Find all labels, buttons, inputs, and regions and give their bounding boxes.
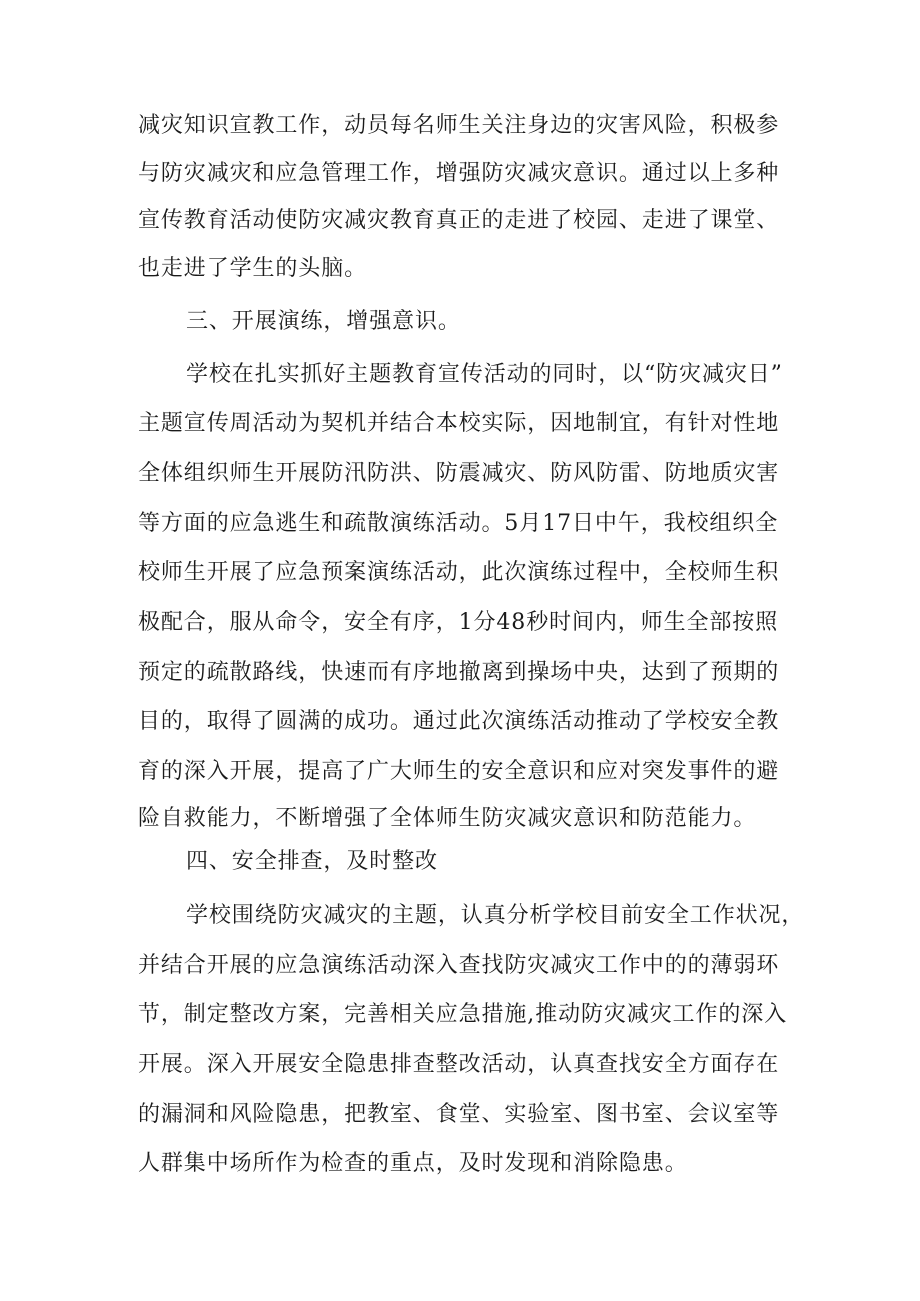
text-line: 目的，取得了圆满的成功。通过此次演练活动推动了学校安全教 bbox=[138, 709, 780, 734]
text-line: 节，制定整改方案，完善相关应急措施,推动防灾减灾工作的深入 bbox=[138, 1002, 788, 1027]
text-line: 减灾知识宣教工作，动员每名师生关注身边的灾害风险，积极参 bbox=[138, 113, 780, 138]
text-line: 育的深入开展，提高了广大师生的安全意识和应对突发事件的避 bbox=[138, 759, 780, 784]
text-line: 学校在扎实抓好主题教育宣传活动的同时，以“防灾减灾日” bbox=[186, 362, 783, 387]
text-line: 主题宣传周活动为契机并结合本校实际，因地制宜，有针对性地 bbox=[138, 411, 780, 436]
text-line: 学校围绕防灾减灾的主题，认真分析学校目前安全工作状况， bbox=[186, 903, 805, 928]
text-line: 的漏洞和风险隐患，把教室、食堂、实验室、图书室、会议室等 bbox=[138, 1102, 780, 1127]
text-line: 校师生开展了应急预案演练活动，此次演练过程中，全校师生积 bbox=[138, 560, 780, 585]
text-line: 与防灾减灾和应急管理工作，增强防灾减灾意识。通过以上多种 bbox=[138, 161, 780, 186]
text-line: 极配合，服从命令，安全有序，1分48秒时间内，师生全部按照 bbox=[138, 610, 779, 635]
text-line: 预定的疏散路线，快速而有序地撤离到操场中央，达到了预期的 bbox=[138, 660, 780, 685]
text-line: 宣传教育活动使防灾减灾教育真正的走进了校园、走进了课堂、 bbox=[138, 208, 780, 233]
text-line: 险自救能力，不断增强了全体师生防灾减灾意识和防范能力。 bbox=[138, 806, 757, 831]
text-line: 开展。深入开展安全隐患排查整改活动，认真查找安全方面存在 bbox=[138, 1052, 780, 1077]
text-line: 等方面的应急逃生和疏散演练活动。5月17日中午，我校组织全 bbox=[138, 511, 779, 536]
section-heading: 三、开展演练，增强意识。 bbox=[186, 309, 461, 334]
text-line: 人群集中场所作为检查的重点，及时发现和消除隐患。 bbox=[138, 1151, 688, 1176]
text-line: 全体组织师生开展防汛防洪、防震减灾、防风防雷、防地质灾害 bbox=[138, 461, 780, 486]
section-heading: 四、安全排查，及时整改 bbox=[186, 849, 438, 874]
text-line: 也走进了学生的头脑。 bbox=[138, 256, 368, 281]
text-line: 并结合开展的应急演练活动深入查找防灾减灾工作中的的薄弱环 bbox=[138, 953, 780, 978]
